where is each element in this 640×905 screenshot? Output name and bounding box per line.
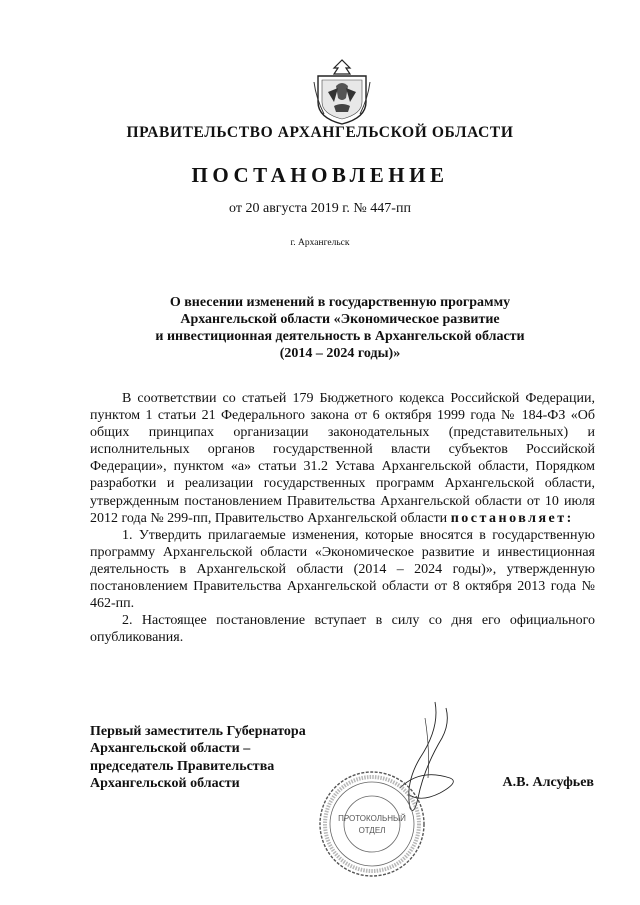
- document-type: ПОСТАНОВЛЕНИЕ: [191, 163, 449, 187]
- subject-line: Архангельской области «Экономическое развитие: [180, 312, 500, 327]
- subject-line: О внесении изменений в государственную программу: [169, 295, 511, 310]
- document-place: г. Архангельск: [290, 238, 350, 248]
- position-line: председатель Правительства: [90, 758, 275, 774]
- preamble-paragraph: [90, 390, 595, 527]
- signatory-name: А.В. Алсуфьев: [502, 775, 594, 790]
- signatory-position: [90, 723, 306, 793]
- official-stamp: [316, 768, 428, 880]
- document-subject: [110, 294, 570, 362]
- position-line: Архангельской области: [90, 776, 240, 792]
- item-1-paragraph: 1. Утвердить прилагаемые изменения, которые вносятся в государственную программу Архангельской области «Экономическое развитие и инвестиционная деятельность в Архангельской области (2014 – 2024 годы)», утвержденную постановлением Правительства Архангельской области от 8 октября 2013 года № 462-пп.: [90, 527, 595, 612]
- preamble-text: В соответствии со статьей 179 Бюджетного кодекса Российской Федерации, пунктом 1 статьи 21 Федерального закона от 6 октября 1999 года № 184-ФЗ «Об общих принципах организации законодательных (представительных) и исполнительных органов государственной власти субъектов Российской Федерации», пунктом «а» статьи 31.2 Устава Архангельской области, Порядком разработки и реализации государственных программ Архангельской области, утвержденным постановлением Правительства Архангельской области от 10 июля 2012 года № 299-пп, Правительство Архангельской области: [90, 391, 595, 526]
- subject-line: (2014 – 2024 годы)»: [279, 346, 401, 361]
- document-date-number: от 20 августа 2019 г. № 447-пп: [229, 201, 411, 216]
- document-body: [90, 390, 595, 646]
- position-line: Архангельской области –: [90, 741, 251, 757]
- decree-word: постановляет: [450, 510, 567, 526]
- stamp-text-1: ПРОТОКОЛЬНЫЙ: [338, 814, 406, 823]
- decree-suffix: :: [566, 510, 574, 526]
- coat-of-arms-emblem: [312, 58, 372, 126]
- position-line: Первый заместитель Губернатора: [90, 724, 306, 739]
- subject-line: и инвестиционная деятельность в Архангельской области: [155, 329, 525, 344]
- government-title: ПРАВИТЕЛЬСТВО АРХАНГЕЛЬСКОЙ ОБЛАСТИ: [126, 124, 514, 141]
- item-2-paragraph: 2. Настоящее постановление вступает в силу со дня его официального опубликования.: [90, 613, 595, 646]
- stamp-text-2: ОТДЕЛ: [358, 826, 386, 835]
